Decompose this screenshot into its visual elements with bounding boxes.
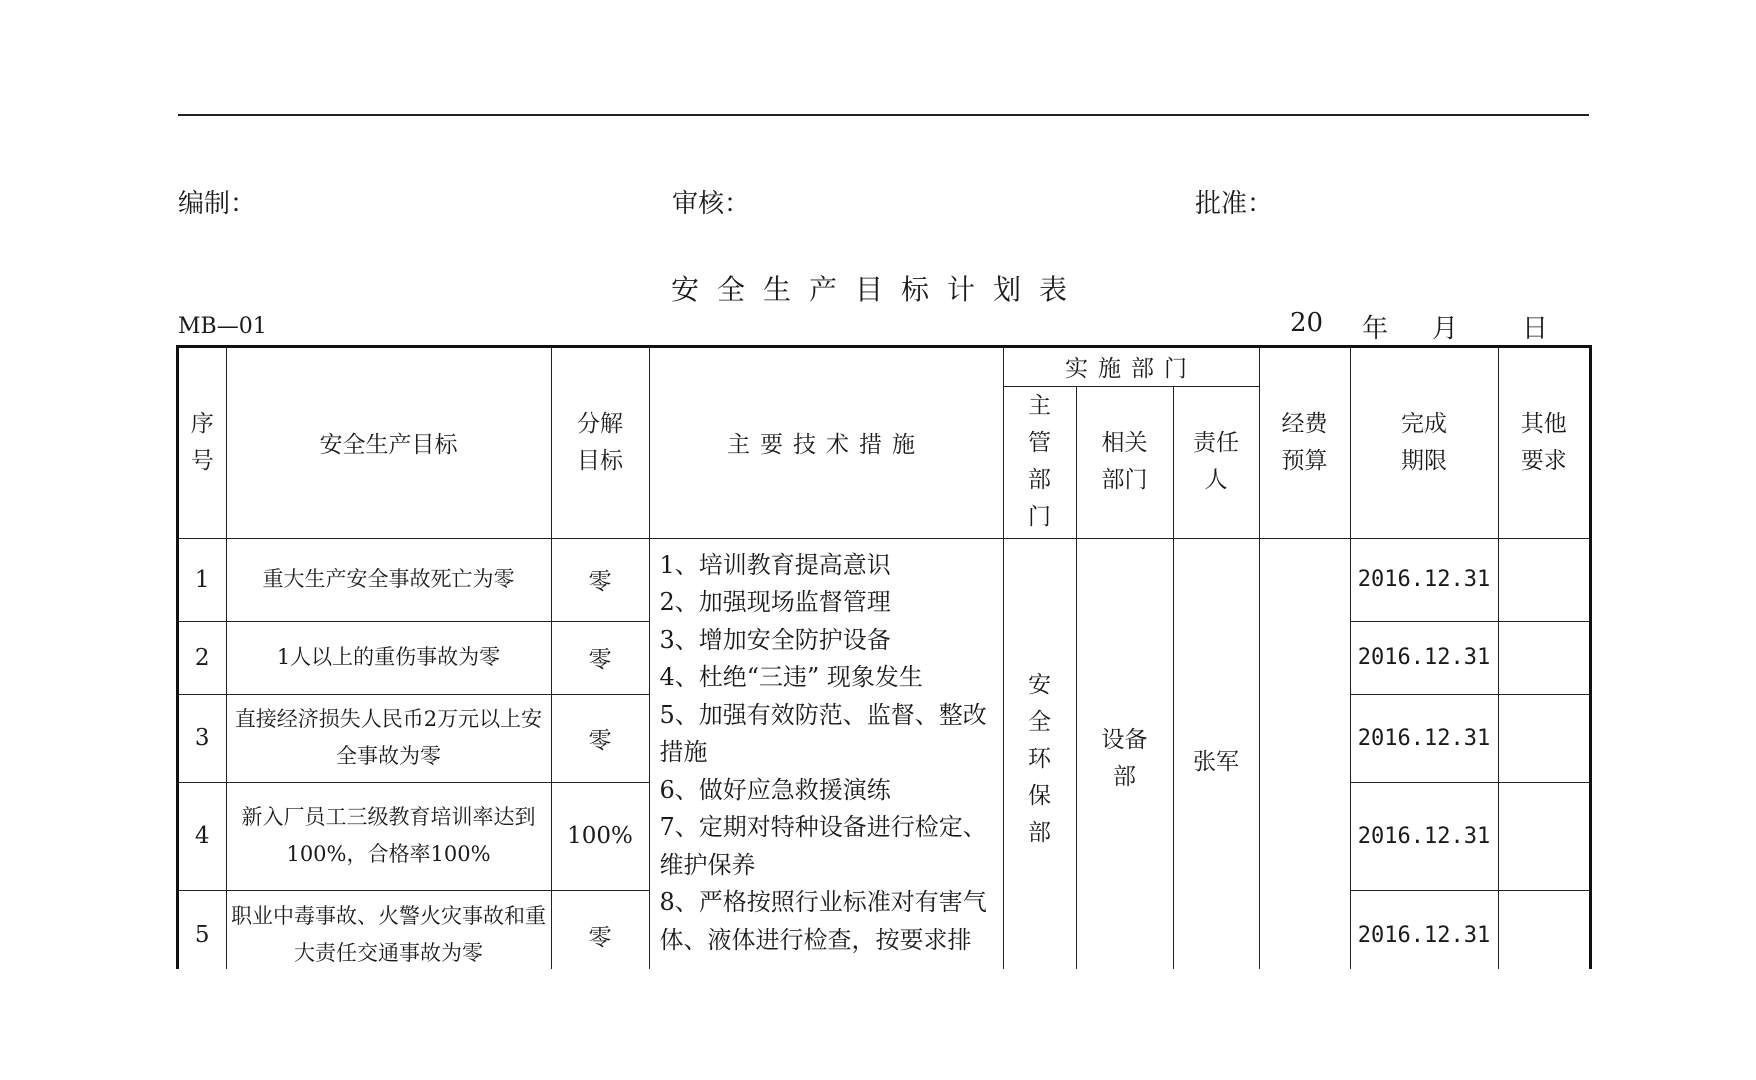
row-1-seq: 1: [179, 538, 226, 621]
row-5-seq: 5: [179, 890, 226, 969]
row-5-deadline: 2016.12.31: [1350, 890, 1498, 969]
person-value: 张军: [1173, 538, 1259, 969]
header-sub-goal: 分解目标: [577, 410, 623, 474]
measure-item: 5、加强有效防范、监督、整改措施: [659, 700, 987, 766]
approved-by-label: 批准：: [1195, 189, 1274, 219]
row-1-sub-goal: 零: [551, 538, 649, 621]
measures-cell: [649, 538, 1003, 969]
date-year: 20: [1290, 308, 1324, 338]
safety-goal-table: [176, 345, 1592, 969]
header-budget: 经费预算: [1281, 410, 1328, 474]
row-5-sub-goal: 零: [551, 890, 649, 969]
row-4-sub-goal: 100%: [551, 782, 649, 890]
row-2-other: [1498, 621, 1589, 694]
compiled-by-label: 编制：: [178, 189, 257, 219]
date-day-unit: 日: [1522, 314, 1549, 344]
form-code: MB—01: [178, 314, 267, 339]
row-2-deadline: 2016.12.31: [1350, 621, 1498, 694]
date-year-unit: 年: [1362, 314, 1389, 344]
related-dept-value: 设备部: [1101, 727, 1148, 790]
header-main-dept: 主管部门: [1028, 393, 1051, 530]
row-2-seq: 2: [179, 621, 226, 694]
row-1-other: [1498, 538, 1589, 621]
row-4-other: [1498, 782, 1589, 890]
measure-item: 3、增加安全防护设备: [659, 625, 891, 654]
header-measures: 主要技术措施: [649, 348, 1003, 538]
header-related-dept: 相关部门: [1101, 430, 1148, 493]
row-3-deadline: 2016.12.31: [1350, 694, 1498, 782]
date-month-unit: 月: [1432, 314, 1459, 344]
header-deadline: 完成期限: [1401, 410, 1447, 474]
row-3-seq: 3: [179, 694, 226, 782]
measure-item: 4、杜绝“三违” 现象发生: [659, 663, 923, 691]
row-1-deadline: 2016.12.31: [1350, 538, 1498, 621]
row-2-sub-goal: 零: [551, 621, 649, 694]
main-dept-value: 安全环保部: [1028, 671, 1051, 846]
header-other: 其他要求: [1520, 410, 1567, 474]
budget-value: [1259, 538, 1350, 969]
row-2-goal: 1人以上的重伤事故为零: [226, 621, 551, 694]
measure-item: 7、定期对特种设备进行检定、维护保养: [659, 813, 987, 879]
header-impl-dept: 实施部门: [1003, 348, 1259, 386]
row-1-goal: 重大生产安全事故死亡为零: [226, 538, 551, 621]
row-3-other: [1498, 694, 1589, 782]
measure-item: 2、加强现场监督管理: [659, 588, 891, 616]
row-3-goal: 直接经济损失人民币2万元以上安全事故为零: [226, 694, 551, 782]
reviewed-by-label: 审核：: [672, 189, 751, 219]
header-seq: 序号: [190, 410, 214, 474]
form-title: 安全生产目标计划表: [670, 273, 1085, 306]
row-3-sub-goal: 零: [551, 694, 649, 782]
measure-item: 6、做好应急救援演练: [659, 775, 891, 804]
row-4-goal: 新入厂员工三级教育培训率达到100%，合格率100%: [226, 782, 551, 890]
header-goal: 安全生产目标: [226, 348, 551, 538]
row-4-deadline: 2016.12.31: [1350, 782, 1498, 890]
row-4-seq: 4: [179, 782, 226, 890]
measure-item: 8、严格按照行业标准对有害气体、液体进行检查，按要求排: [659, 888, 987, 954]
measure-item: 1、培训教育提高意识: [659, 550, 891, 579]
header-rule: [178, 114, 1589, 116]
header-person: 责任人: [1193, 430, 1239, 493]
row-5-goal: 职业中毒事故、火警火灾事故和重大责任交通事故为零: [226, 890, 551, 969]
row-5-other: [1498, 890, 1589, 969]
